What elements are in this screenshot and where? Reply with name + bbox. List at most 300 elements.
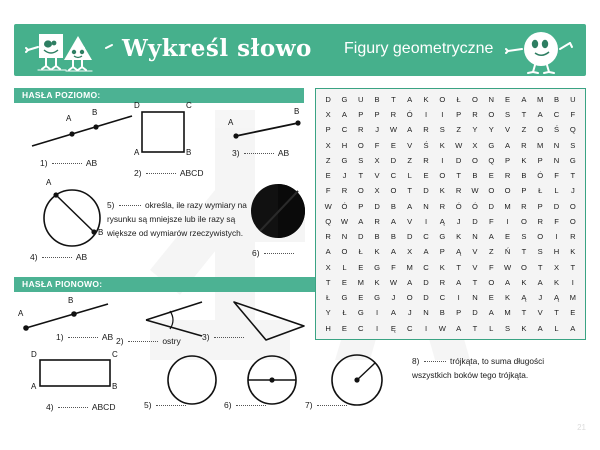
word-search-cell[interactable]: Y bbox=[325, 308, 331, 318]
point-label-B: B bbox=[68, 296, 74, 305]
word-search-cell[interactable]: E bbox=[358, 293, 364, 303]
word-search-cell[interactable]: A bbox=[390, 308, 396, 318]
word-search-cell[interactable]: K bbox=[521, 277, 527, 287]
word-search-cell[interactable]: I bbox=[424, 110, 428, 120]
word-search-cell[interactable]: T bbox=[521, 247, 527, 257]
word-search-cell[interactable]: F bbox=[554, 171, 559, 181]
word-search-cell[interactable]: A bbox=[407, 125, 413, 135]
word-search-cell[interactable]: X bbox=[374, 155, 380, 165]
word-search-cell[interactable]: X bbox=[325, 140, 331, 150]
word-search-cell[interactable]: Z bbox=[407, 155, 413, 165]
word-search-cell[interactable]: V bbox=[407, 140, 413, 150]
word-search-cell[interactable]: S bbox=[505, 110, 511, 120]
word-search-cell[interactable]: G bbox=[439, 232, 446, 242]
word-search-cell[interactable]: K bbox=[505, 293, 511, 303]
word-search-cell[interactable]: Ó bbox=[537, 171, 544, 181]
word-search-cell[interactable]: I bbox=[457, 293, 460, 303]
word-search-cell[interactable]: E bbox=[358, 262, 364, 272]
word-search-cell[interactable]: T bbox=[521, 308, 527, 318]
word-search-cell[interactable]: L bbox=[342, 262, 347, 272]
word-search-cell[interactable]: V bbox=[374, 171, 380, 181]
word-search-cell[interactable]: D bbox=[472, 216, 478, 226]
word-search-cell[interactable]: S bbox=[358, 155, 364, 165]
word-search-cell[interactable]: Ó bbox=[341, 201, 348, 211]
word-search-cell[interactable]: E bbox=[488, 293, 494, 303]
word-search-cell[interactable]: F bbox=[554, 216, 559, 226]
word-search-cell[interactable]: P bbox=[521, 186, 527, 196]
word-search-cell[interactable]: M bbox=[537, 140, 544, 150]
word-search-cell[interactable]: B bbox=[390, 232, 396, 242]
word-search-cell[interactable]: F bbox=[325, 186, 331, 196]
word-search-cell[interactable]: K bbox=[439, 262, 445, 272]
word-search-cell[interactable]: N bbox=[341, 232, 348, 242]
word-search-cell[interactable]: G bbox=[374, 293, 381, 303]
word-search-cell[interactable]: Ń bbox=[504, 247, 511, 257]
word-search-cell[interactable]: C bbox=[358, 323, 364, 333]
word-search-cell[interactable]: G bbox=[341, 94, 348, 104]
vertex-label-B: B bbox=[186, 148, 192, 157]
answer-blank[interactable] bbox=[58, 400, 88, 408]
word-search-cell[interactable]: H bbox=[341, 140, 348, 150]
word-search-cell[interactable]: S bbox=[570, 140, 576, 150]
answer-blank[interactable] bbox=[236, 398, 266, 406]
answer-blank[interactable] bbox=[214, 330, 244, 338]
word-search-row bbox=[320, 321, 581, 336]
page-title: Wykreśl słowo bbox=[122, 35, 312, 62]
word-search-cell[interactable]: A bbox=[505, 277, 511, 287]
word-search-cell[interactable]: P bbox=[505, 155, 511, 165]
word-search-cell[interactable]: O bbox=[488, 277, 495, 287]
word-search-cell[interactable]: N bbox=[423, 308, 429, 318]
word-search-cell[interactable]: Ś bbox=[423, 140, 429, 150]
word-search-cell[interactable]: R bbox=[423, 155, 429, 165]
word-search-cell[interactable]: B bbox=[439, 308, 445, 318]
word-search-row bbox=[320, 107, 581, 122]
word-search-cell[interactable]: C bbox=[423, 262, 429, 272]
word-search-cell[interactable]: A bbox=[407, 94, 413, 104]
down-number-1: 1) bbox=[56, 332, 64, 342]
word-search-cell[interactable]: T bbox=[570, 171, 576, 181]
word-search-cell[interactable]: A bbox=[570, 323, 576, 333]
word-search-cell[interactable]: N bbox=[553, 155, 560, 165]
word-search-cell[interactable]: E bbox=[505, 94, 511, 104]
word-search-cell[interactable]: O bbox=[357, 140, 364, 150]
word-search-cell[interactable]: A bbox=[488, 232, 494, 242]
answer-blank[interactable] bbox=[317, 398, 347, 406]
word-search-cell[interactable]: O bbox=[537, 125, 544, 135]
word-search-cell[interactable]: A bbox=[537, 323, 543, 333]
word-search-cell[interactable]: O bbox=[569, 216, 576, 226]
word-search-cell[interactable]: C bbox=[390, 171, 397, 181]
word-search-cell[interactable]: X bbox=[374, 186, 380, 196]
word-search-cell[interactable]: R bbox=[455, 186, 462, 196]
word-search-cell[interactable]: J bbox=[407, 308, 412, 318]
word-search-cell[interactable]: Ó bbox=[406, 110, 413, 120]
word-search-cell[interactable]: L bbox=[489, 323, 494, 333]
word-search-cell[interactable]: O bbox=[472, 94, 478, 104]
answer-blank[interactable] bbox=[424, 354, 446, 362]
word-search-cell[interactable]: R bbox=[521, 201, 527, 211]
page-subtitle: Figury geometryczne bbox=[344, 40, 494, 57]
word-search-cell[interactable]: H bbox=[325, 323, 331, 333]
word-search-cell[interactable]: B bbox=[374, 94, 380, 104]
answer-blank[interactable] bbox=[42, 250, 72, 258]
answer-blank[interactable] bbox=[146, 166, 176, 174]
word-search-cell[interactable]: R bbox=[521, 140, 527, 150]
word-search-cell[interactable]: G bbox=[569, 155, 576, 165]
word-search-row bbox=[320, 260, 581, 275]
word-search-cell[interactable]: Ł bbox=[456, 94, 461, 104]
word-search-cell[interactable]: G bbox=[341, 293, 348, 303]
word-search-cell[interactable]: M bbox=[504, 308, 511, 318]
word-search-cell[interactable]: W bbox=[438, 323, 446, 333]
word-search-cell[interactable]: T bbox=[407, 186, 413, 196]
word-search-cell[interactable]: J bbox=[456, 216, 461, 226]
point-label-B: B bbox=[92, 108, 98, 117]
word-search-cell[interactable]: Ą bbox=[553, 293, 560, 303]
down-number-3: 3) bbox=[202, 332, 210, 342]
down-caption-1 bbox=[56, 330, 113, 342]
word-search-cell[interactable]: U bbox=[358, 94, 364, 104]
word-search-cell[interactable]: V bbox=[505, 125, 511, 135]
word-search-cell[interactable]: A bbox=[407, 201, 413, 211]
square-ABCD-figure bbox=[128, 104, 208, 159]
word-search-cell[interactable]: B bbox=[390, 201, 396, 211]
word-search-cell[interactable]: W bbox=[324, 201, 332, 211]
word-search-cell[interactable]: X bbox=[472, 140, 478, 150]
word-search-cell[interactable]: R bbox=[570, 232, 576, 242]
word-search-row bbox=[320, 153, 581, 168]
across-text-1: AB bbox=[85, 158, 98, 168]
word-search-cell[interactable]: R bbox=[358, 125, 364, 135]
word-search-cell[interactable]: J bbox=[342, 171, 347, 181]
word-search-cell[interactable]: B bbox=[374, 232, 380, 242]
word-search-cell[interactable]: E bbox=[505, 232, 511, 242]
word-search-row bbox=[320, 245, 581, 260]
word-search-cell[interactable]: K bbox=[439, 140, 445, 150]
word-search-cell[interactable]: K bbox=[521, 155, 527, 165]
word-search-cell[interactable]: Ó bbox=[472, 201, 478, 211]
word-search-cell[interactable]: Q bbox=[569, 125, 576, 135]
word-search-cell[interactable]: R bbox=[341, 186, 348, 196]
word-search-cell[interactable]: A bbox=[505, 140, 511, 150]
word-search-cell[interactable]: J bbox=[375, 125, 379, 135]
answer-blank[interactable] bbox=[156, 398, 186, 406]
word-search-cell[interactable]: I bbox=[376, 323, 379, 333]
across-number-5: 5) bbox=[107, 200, 115, 210]
word-search-cell[interactable]: E bbox=[341, 323, 347, 333]
word-search-cell[interactable]: K bbox=[374, 247, 380, 257]
word-search-cell[interactable]: D bbox=[423, 277, 429, 287]
word-search-cell[interactable]: Q bbox=[325, 216, 332, 226]
word-search-cell[interactable]: B bbox=[553, 94, 560, 104]
word-search-cell[interactable]: O bbox=[520, 262, 527, 272]
word-search-cell[interactable]: S bbox=[521, 232, 527, 242]
word-search-row bbox=[320, 199, 581, 214]
word-search-cell[interactable]: Ą bbox=[439, 216, 445, 226]
word-search-cell[interactable]: Ł bbox=[342, 308, 347, 318]
word-search-cell[interactable]: D bbox=[488, 201, 495, 211]
word-search-cell[interactable]: I bbox=[441, 155, 444, 165]
word-search-cell[interactable]: K bbox=[423, 94, 429, 104]
word-search-cell[interactable]: D bbox=[423, 293, 429, 303]
word-search-cell[interactable]: A bbox=[390, 247, 396, 257]
word-search-cell[interactable]: S bbox=[537, 247, 543, 257]
word-search-cell[interactable]: O bbox=[390, 186, 397, 196]
word-search-cell[interactable]: R bbox=[439, 277, 446, 287]
point-label-A: A bbox=[66, 114, 72, 123]
word-search-cell[interactable]: E bbox=[341, 277, 347, 287]
word-search-cell[interactable]: K bbox=[553, 277, 560, 287]
word-search-cell[interactable]: A bbox=[423, 247, 429, 257]
word-search-cell[interactable]: V bbox=[472, 262, 478, 272]
answer-blank[interactable] bbox=[119, 198, 141, 206]
answer-blank[interactable] bbox=[68, 330, 98, 338]
page-header bbox=[14, 24, 586, 76]
word-search-cell[interactable]: I bbox=[555, 232, 558, 242]
word-search-cell[interactable]: S bbox=[505, 323, 511, 333]
word-search-cell[interactable]: I bbox=[376, 308, 379, 318]
word-search-cell[interactable]: T bbox=[472, 323, 478, 333]
word-search-cell[interactable]: Z bbox=[488, 247, 494, 257]
word-search-cell[interactable]: X bbox=[553, 262, 560, 272]
word-search-cell[interactable]: T bbox=[472, 277, 478, 287]
word-search-cell[interactable]: W bbox=[471, 186, 479, 196]
word-search-cell[interactable]: D bbox=[358, 232, 364, 242]
word-search-cell[interactable]: Y bbox=[488, 125, 494, 135]
word-search-cell[interactable]: P bbox=[374, 110, 380, 120]
word-search-cell[interactable]: L bbox=[554, 186, 559, 196]
across-number-4: 4) bbox=[30, 252, 38, 262]
word-search-cell[interactable]: R bbox=[439, 201, 446, 211]
across-text-3: AB bbox=[277, 148, 290, 158]
word-search-cell[interactable]: O bbox=[341, 247, 348, 257]
word-search-cell[interactable]: H bbox=[553, 247, 560, 257]
word-search-cell[interactable]: W bbox=[504, 262, 512, 272]
word-search-cell[interactable]: Ś bbox=[553, 125, 560, 135]
word-search-cell[interactable]: I bbox=[506, 216, 509, 226]
word-search-cell[interactable]: O bbox=[569, 201, 576, 211]
word-search-cell[interactable]: S bbox=[439, 125, 445, 135]
word-search-cell[interactable]: K bbox=[570, 247, 576, 257]
word-search-cell[interactable]: Z bbox=[456, 125, 461, 135]
word-search-cell[interactable]: A bbox=[537, 277, 543, 287]
word-search-cell[interactable]: A bbox=[325, 247, 331, 257]
word-search-cell[interactable]: D bbox=[472, 308, 478, 318]
word-search-cell[interactable]: T bbox=[456, 262, 461, 272]
word-search-cell[interactable]: E bbox=[570, 308, 576, 318]
word-search-cell[interactable]: M bbox=[569, 293, 576, 303]
word-search-cell[interactable]: D bbox=[325, 94, 331, 104]
across-caption-3 bbox=[232, 146, 289, 158]
answer-blank[interactable] bbox=[52, 156, 82, 164]
word-search-cell[interactable]: T bbox=[358, 171, 364, 181]
word-search-cell[interactable]: F bbox=[570, 110, 576, 120]
word-search-cell[interactable]: B bbox=[521, 171, 527, 181]
word-search-cell[interactable]: B bbox=[472, 171, 478, 181]
word-search-cell[interactable]: R bbox=[325, 232, 331, 242]
word-search-cell[interactable]: Z bbox=[521, 125, 527, 135]
word-search-cell[interactable]: A bbox=[341, 110, 347, 120]
word-search-cell[interactable]: Ł bbox=[538, 186, 543, 196]
word-search-cell[interactable]: P bbox=[537, 201, 543, 211]
word-search-cell[interactable]: M bbox=[406, 262, 413, 272]
word-search-cell[interactable]: X bbox=[325, 262, 331, 272]
word-search-cell[interactable]: O bbox=[488, 110, 495, 120]
word-search-cell[interactable]: J bbox=[570, 186, 575, 196]
answer-blank[interactable] bbox=[264, 246, 294, 254]
word-search-cell[interactable]: T bbox=[537, 262, 543, 272]
word-search-cell[interactable]: T bbox=[456, 171, 461, 181]
word-search-cell[interactable]: J bbox=[391, 293, 396, 303]
word-search-cell[interactable]: J bbox=[538, 293, 543, 303]
word-search-cell[interactable]: P bbox=[358, 201, 364, 211]
word-search-cell[interactable]: C bbox=[439, 293, 446, 303]
word-search-cell[interactable]: A bbox=[358, 216, 364, 226]
word-search-cell[interactable]: A bbox=[521, 94, 527, 104]
word-search-cell[interactable]: P bbox=[456, 110, 462, 120]
word-search-cell[interactable]: O bbox=[357, 186, 364, 196]
word-search-cell[interactable]: X bbox=[325, 110, 331, 120]
word-search-cell[interactable]: G bbox=[357, 308, 364, 318]
word-search-cell[interactable]: V bbox=[472, 247, 478, 257]
word-search-cell[interactable]: F bbox=[391, 262, 396, 272]
word-search-cell[interactable]: A bbox=[456, 277, 462, 287]
word-search-cell[interactable]: G bbox=[341, 155, 348, 165]
word-search-cell[interactable]: W bbox=[389, 277, 397, 287]
across-text-5: określa, ile razy wymiary na rysunku są mniejsze lub ile razy są większe od wymiarów rzeczywistych. bbox=[107, 200, 247, 238]
word-search-cell[interactable]: R bbox=[537, 216, 543, 226]
word-search-cell[interactable]: Ę bbox=[390, 323, 396, 333]
word-search-cell[interactable]: A bbox=[390, 216, 396, 226]
word-search-cell[interactable]: F bbox=[374, 140, 380, 150]
word-search-cell[interactable]: G bbox=[488, 140, 495, 150]
down-caption-7 bbox=[305, 398, 349, 410]
word-search-cell[interactable]: T bbox=[391, 94, 396, 104]
word-search-cell[interactable]: C bbox=[406, 323, 413, 333]
word-search-cell[interactable]: F bbox=[488, 262, 494, 272]
word-search-cell[interactable]: K bbox=[521, 323, 527, 333]
word-search-cell[interactable]: Ł bbox=[326, 293, 331, 303]
word-search-cell[interactable]: Ó bbox=[455, 201, 462, 211]
word-search-cell[interactable]: P bbox=[537, 155, 543, 165]
word-search-cell[interactable]: E bbox=[423, 171, 429, 181]
word-search-cell[interactable]: T bbox=[554, 308, 559, 318]
word-search-cell[interactable]: Y bbox=[472, 125, 478, 135]
word-search-cell[interactable]: E bbox=[325, 171, 331, 181]
word-search-cell[interactable]: A bbox=[407, 277, 413, 287]
point-label-A: A bbox=[228, 118, 234, 127]
word-search-cell[interactable]: I bbox=[571, 277, 574, 287]
word-search-cell[interactable]: X bbox=[407, 247, 413, 257]
word-search-cell[interactable]: Ą bbox=[456, 247, 462, 257]
word-search-cell[interactable]: D bbox=[374, 201, 380, 211]
across-item-5 bbox=[107, 198, 257, 240]
word-search-cell[interactable]: V bbox=[537, 308, 543, 318]
word-search-cell[interactable]: P bbox=[439, 247, 445, 257]
word-search-cell[interactable]: Ł bbox=[358, 247, 363, 257]
word-search-cell[interactable]: E bbox=[390, 140, 396, 150]
word-search-cell[interactable]: C bbox=[423, 232, 429, 242]
word-search-cell[interactable]: A bbox=[537, 110, 543, 120]
word-search-cell[interactable]: M bbox=[357, 277, 364, 287]
word-search-cell[interactable]: R bbox=[504, 171, 511, 181]
word-search-cell[interactable]: K bbox=[374, 277, 380, 287]
word-search-cell[interactable]: C bbox=[553, 110, 560, 120]
answer-blank[interactable] bbox=[128, 334, 158, 342]
word-search-cell[interactable]: C bbox=[341, 125, 348, 135]
word-search-cell[interactable]: O bbox=[520, 216, 527, 226]
word-search-cell[interactable]: O bbox=[537, 232, 544, 242]
word-search-cell[interactable]: I bbox=[424, 323, 428, 333]
word-search-cell[interactable]: D bbox=[423, 186, 429, 196]
word-search-cell[interactable]: Ą bbox=[521, 293, 527, 303]
word-search-cell[interactable]: T bbox=[570, 262, 576, 272]
word-search-cell[interactable]: N bbox=[488, 94, 495, 104]
word-search-cell[interactable]: K bbox=[439, 186, 445, 196]
word-search-cell[interactable]: T bbox=[325, 277, 331, 287]
word-search-cell[interactable]: D bbox=[455, 155, 462, 165]
word-search-cell[interactable]: M bbox=[537, 94, 544, 104]
word-search-cell[interactable]: P bbox=[358, 110, 364, 120]
word-search-table[interactable] bbox=[320, 92, 581, 336]
word-search-cell[interactable]: A bbox=[456, 323, 462, 333]
word-search-cell[interactable]: L bbox=[554, 323, 559, 333]
word-search-cell[interactable]: R bbox=[390, 110, 397, 120]
word-search-cell[interactable]: Z bbox=[325, 155, 331, 165]
word-search-cell[interactable]: T bbox=[521, 110, 527, 120]
word-search-cell[interactable]: D bbox=[406, 232, 413, 242]
word-search-cell[interactable]: W bbox=[389, 125, 397, 135]
word-search-cell[interactable]: D bbox=[390, 155, 397, 165]
word-search-cell[interactable]: I bbox=[441, 110, 444, 120]
word-search-row bbox=[320, 229, 581, 244]
word-search-cell[interactable]: M bbox=[504, 201, 511, 211]
word-search-cell[interactable]: R bbox=[472, 110, 478, 120]
word-search-cell[interactable]: N bbox=[472, 293, 478, 303]
word-search-cell[interactable]: N bbox=[553, 140, 560, 150]
word-search-cell[interactable]: R bbox=[423, 125, 429, 135]
word-search-cell[interactable]: Q bbox=[488, 155, 495, 165]
word-search-cell[interactable]: O bbox=[472, 155, 478, 165]
word-search-cell[interactable]: W bbox=[340, 216, 349, 226]
word-search-cell[interactable]: D bbox=[553, 201, 560, 211]
word-search-cell[interactable]: K bbox=[456, 232, 462, 242]
across-caption-4 bbox=[30, 250, 87, 262]
word-search-cell[interactable]: U bbox=[570, 94, 576, 104]
word-search-cell[interactable]: V bbox=[407, 216, 413, 226]
word-search-cell[interactable]: L bbox=[407, 171, 412, 181]
word-search-cell[interactable]: O bbox=[439, 171, 446, 181]
word-search-cell[interactable]: W bbox=[455, 140, 463, 150]
word-search-cell[interactable]: F bbox=[488, 216, 494, 226]
answer-blank[interactable] bbox=[244, 146, 274, 154]
word-search-cell[interactable]: O bbox=[439, 94, 446, 104]
word-search-cell[interactable]: P bbox=[325, 125, 331, 135]
word-search-cell[interactable]: I bbox=[424, 216, 428, 226]
word-search-cell[interactable]: O bbox=[488, 186, 495, 196]
word-search-cell[interactable]: E bbox=[488, 171, 494, 181]
word-search-cell[interactable]: N bbox=[423, 201, 429, 211]
word-search-cell[interactable]: A bbox=[488, 308, 494, 318]
word-search-cell[interactable]: O bbox=[504, 186, 511, 196]
word-search-grid[interactable] bbox=[315, 88, 586, 340]
word-search-cell[interactable]: N bbox=[472, 232, 478, 242]
word-search-cell[interactable]: R bbox=[374, 216, 380, 226]
word-search-cell[interactable]: O bbox=[406, 293, 413, 303]
word-search-cell[interactable]: P bbox=[456, 308, 462, 318]
word-search-cell[interactable]: G bbox=[374, 262, 381, 272]
